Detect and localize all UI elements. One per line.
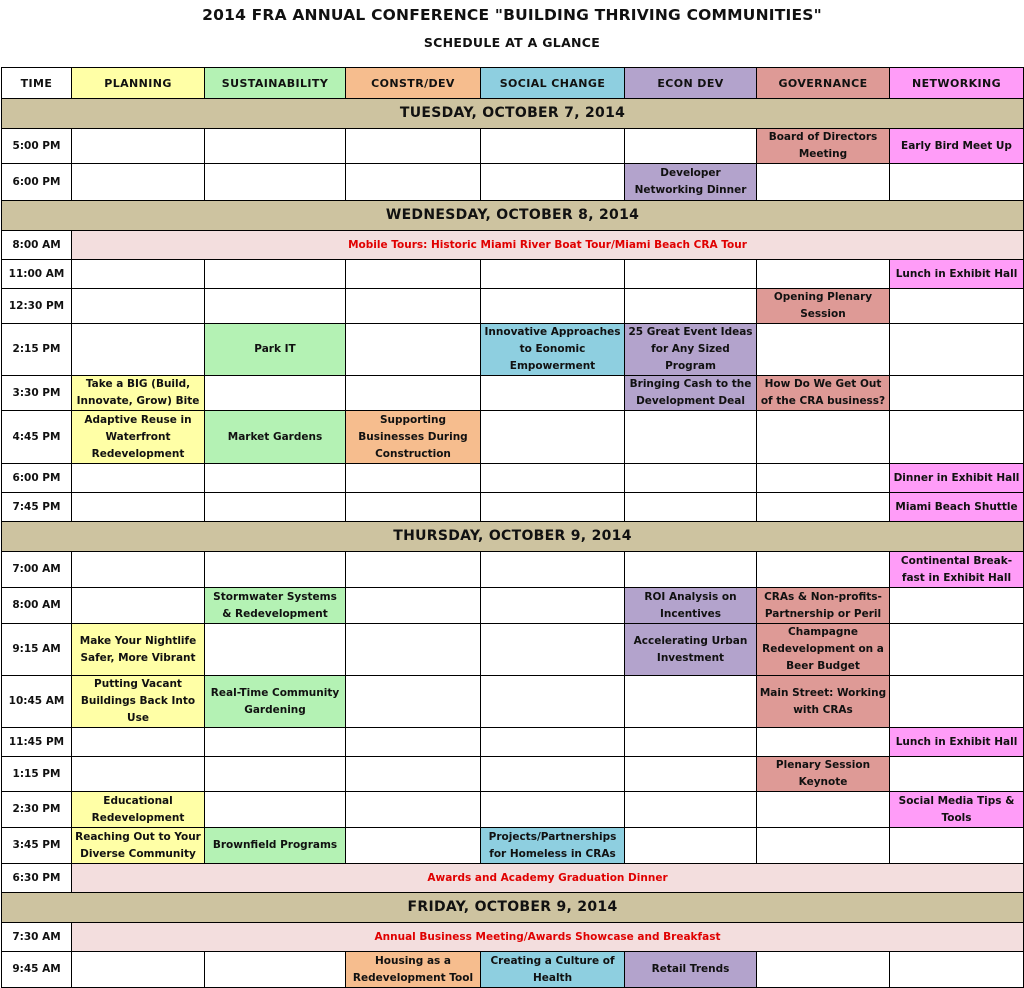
day-header-row (2, 201, 1024, 231)
header-networking: NETWORKING (890, 68, 1024, 99)
day-header-thursday: THURSDAY, OCTOBER 9, 2014 (2, 522, 1024, 552)
day-header-row (2, 893, 1024, 923)
empty-cell (757, 411, 890, 464)
time-cell: 7:30 AM (2, 923, 72, 952)
time-cell: 8:00 AM (2, 588, 72, 624)
session-cell: Bringing Cash to the Development Deal (625, 376, 757, 411)
header-planning: PLANNING (72, 68, 205, 99)
time-cell: 4:45 PM (2, 411, 72, 464)
session-cell: Accelerating Urban Investment (625, 624, 757, 676)
empty-cell (757, 493, 890, 522)
empty-cell (481, 164, 625, 201)
all-tracks-event: Mobile Tours: Historic Miami River Boat Tour/Miami Beach CRA Tour (72, 231, 1024, 260)
empty-cell (757, 828, 890, 864)
empty-cell (625, 728, 757, 757)
schedule-row (2, 676, 1024, 728)
time-cell: 6:30 PM (2, 864, 72, 893)
session-cell: Main Street: Working with CRAs (757, 676, 890, 728)
time-cell: 6:00 PM (2, 164, 72, 201)
empty-cell (890, 588, 1024, 624)
session-cell: Continental Break-fast in Exhibit Hall (890, 552, 1024, 588)
header-governance: GOVERNANCE (757, 68, 890, 99)
empty-cell (625, 552, 757, 588)
session-cell: Lunch in Exhibit Hall (890, 260, 1024, 289)
session-cell: Brownfield Programs (205, 828, 346, 864)
empty-cell (757, 952, 890, 988)
empty-cell (346, 588, 481, 624)
empty-cell (890, 757, 1024, 792)
empty-cell (72, 493, 205, 522)
empty-cell (72, 588, 205, 624)
empty-cell (72, 324, 205, 376)
empty-cell (205, 792, 346, 828)
session-cell: Opening Plenary Session (757, 289, 890, 324)
empty-cell (481, 552, 625, 588)
empty-cell (205, 260, 346, 289)
empty-cell (625, 464, 757, 493)
empty-cell (205, 952, 346, 988)
time-cell: 6:00 PM (2, 464, 72, 493)
schedule-row (2, 376, 1024, 411)
header-time: TIME (2, 68, 72, 99)
empty-cell (346, 129, 481, 164)
time-cell: 1:15 PM (2, 757, 72, 792)
session-cell: CRAs & Non-profits-Partnership or Peril (757, 588, 890, 624)
schedule-row (2, 757, 1024, 792)
empty-cell (890, 624, 1024, 676)
empty-cell (205, 757, 346, 792)
empty-cell (205, 552, 346, 588)
empty-cell (72, 552, 205, 588)
session-cell: Miami Beach Shuttle (890, 493, 1024, 522)
empty-cell (72, 757, 205, 792)
session-cell: How Do We Get Out of the CRA business? (757, 376, 890, 411)
empty-cell (481, 676, 625, 728)
empty-cell (625, 289, 757, 324)
empty-cell (757, 552, 890, 588)
empty-cell (205, 289, 346, 324)
empty-cell (625, 828, 757, 864)
time-cell: 5:00 PM (2, 129, 72, 164)
empty-cell (890, 676, 1024, 728)
empty-cell (481, 411, 625, 464)
empty-cell (481, 464, 625, 493)
session-cell: Innovative Approaches to Eonomic Empowerment (481, 324, 625, 376)
empty-cell (890, 952, 1024, 988)
empty-cell (757, 324, 890, 376)
schedule-row (2, 923, 1024, 952)
session-cell: Adaptive Reuse in Waterfront Redevelopment (72, 411, 205, 464)
session-cell: Make Your Nightlife Safer, More Vibrant (72, 624, 205, 676)
empty-cell (205, 464, 346, 493)
empty-cell (205, 728, 346, 757)
session-cell: Park IT (205, 324, 346, 376)
time-cell: 8:00 AM (2, 231, 72, 260)
time-cell: 9:45 AM (2, 952, 72, 988)
time-cell: 7:45 PM (2, 493, 72, 522)
day-header-friday: FRIDAY, OCTOBER 9, 2014 (2, 893, 1024, 923)
empty-cell (205, 493, 346, 522)
empty-cell (72, 260, 205, 289)
session-cell: Retail Trends (625, 952, 757, 988)
empty-cell (346, 464, 481, 493)
empty-cell (757, 464, 890, 493)
schedule-row (2, 624, 1024, 676)
session-cell: Take a BIG (Build, Innovate, Grow) Bite (72, 376, 205, 411)
empty-cell (481, 129, 625, 164)
empty-cell (346, 493, 481, 522)
empty-cell (205, 624, 346, 676)
empty-cell (72, 952, 205, 988)
schedule-row (2, 411, 1024, 464)
empty-cell (481, 289, 625, 324)
time-cell: 9:15 AM (2, 624, 72, 676)
session-cell: Housing as a Redevelopment Tool (346, 952, 481, 988)
header-econ-dev: ECON DEV (625, 68, 757, 99)
empty-cell (481, 376, 625, 411)
empty-cell (481, 792, 625, 828)
time-cell: 12:30 PM (2, 289, 72, 324)
session-cell: 25 Great Event Ideas for Any Sized Program (625, 324, 757, 376)
empty-cell (890, 828, 1024, 864)
page-subtitle: SCHEDULE AT A GLANCE (423, 35, 601, 50)
session-cell: Plenary Session Keynote (757, 757, 890, 792)
session-cell: Social Media Tips & Tools (890, 792, 1024, 828)
empty-cell (481, 493, 625, 522)
session-cell: Stormwater Systems & Redevelopment (205, 588, 346, 624)
empty-cell (481, 728, 625, 757)
schedule-row (2, 792, 1024, 828)
empty-cell (625, 260, 757, 289)
empty-cell (481, 588, 625, 624)
time-cell: 11:00 AM (2, 260, 72, 289)
empty-cell (346, 552, 481, 588)
session-cell: Dinner in Exhibit Hall (890, 464, 1024, 493)
empty-cell (72, 129, 205, 164)
empty-cell (346, 728, 481, 757)
schedule-row (2, 828, 1024, 864)
schedule-row (2, 231, 1024, 260)
empty-cell (205, 129, 346, 164)
session-cell: Creating a Culture of Health (481, 952, 625, 988)
empty-cell (346, 324, 481, 376)
session-cell: Educational Redevelopment (72, 792, 205, 828)
empty-cell (346, 828, 481, 864)
empty-cell (625, 757, 757, 792)
schedule-row (2, 289, 1024, 324)
empty-cell (72, 464, 205, 493)
schedule-row (2, 952, 1024, 988)
empty-cell (625, 411, 757, 464)
empty-cell (890, 324, 1024, 376)
empty-cell (346, 376, 481, 411)
empty-cell (72, 164, 205, 201)
schedule-row (2, 324, 1024, 376)
empty-cell (625, 792, 757, 828)
schedule-row (2, 164, 1024, 201)
empty-cell (481, 260, 625, 289)
empty-cell (72, 289, 205, 324)
empty-cell (346, 757, 481, 792)
session-cell: Putting Vacant Buildings Back Into Use (72, 676, 205, 728)
session-cell: Lunch in Exhibit Hall (890, 728, 1024, 757)
empty-cell (757, 260, 890, 289)
empty-cell (346, 289, 481, 324)
empty-cell (205, 164, 346, 201)
time-cell: 2:15 PM (2, 324, 72, 376)
session-cell: Supporting Businesses During Construction (346, 411, 481, 464)
empty-cell (346, 624, 481, 676)
empty-cell (346, 164, 481, 201)
day-header-tuesday: TUESDAY, OCTOBER 7, 2014 (2, 99, 1024, 129)
day-header-wednesday: WEDNESDAY, OCTOBER 8, 2014 (2, 201, 1024, 231)
all-tracks-event: Annual Business Meeting/Awards Showcase and Breakfast (72, 923, 1024, 952)
schedule-row (2, 260, 1024, 289)
session-cell: Champagne Redevelopment on a Beer Budget (757, 624, 890, 676)
all-tracks-event: Awards and Academy Graduation Dinner (72, 864, 1024, 893)
header-sustainability: SUSTAINABILITY (205, 68, 346, 99)
schedule-row (2, 728, 1024, 757)
empty-cell (346, 676, 481, 728)
session-cell: Projects/Partnerships for Homeless in CRAs (481, 828, 625, 864)
schedule-row (2, 464, 1024, 493)
schedule-row (2, 493, 1024, 522)
page-title: 2014 FRA ANNUAL CONFERENCE "BUILDING THRIVING COMMUNITIES" (202, 6, 822, 24)
schedule-table (1, 67, 1024, 988)
empty-cell (890, 411, 1024, 464)
empty-cell (625, 493, 757, 522)
empty-cell (481, 757, 625, 792)
session-cell: Developer Networking Dinner (625, 164, 757, 201)
time-cell: 2:30 PM (2, 792, 72, 828)
empty-cell (890, 289, 1024, 324)
time-cell: 7:00 AM (2, 552, 72, 588)
time-cell: 11:45 PM (2, 728, 72, 757)
schedule-row (2, 864, 1024, 893)
empty-cell (346, 792, 481, 828)
empty-cell (481, 624, 625, 676)
session-cell: ROI Analysis on Incentives (625, 588, 757, 624)
empty-cell (890, 376, 1024, 411)
time-cell: 3:45 PM (2, 828, 72, 864)
empty-cell (346, 260, 481, 289)
day-header-row (2, 99, 1024, 129)
time-cell: 3:30 PM (2, 376, 72, 411)
empty-cell (757, 728, 890, 757)
empty-cell (625, 676, 757, 728)
time-cell: 10:45 AM (2, 676, 72, 728)
empty-cell (625, 129, 757, 164)
empty-cell (757, 164, 890, 201)
session-cell: Reaching Out to Your Diverse Community (72, 828, 205, 864)
header-constr-dev: CONSTR/DEV (346, 68, 481, 99)
session-cell: Early Bird Meet Up (890, 129, 1024, 164)
empty-cell (72, 728, 205, 757)
header-row (2, 68, 1024, 99)
header-social-change: SOCIAL CHANGE (481, 68, 625, 99)
empty-cell (205, 376, 346, 411)
empty-cell (757, 792, 890, 828)
session-cell: Market Gardens (205, 411, 346, 464)
empty-cell (890, 164, 1024, 201)
session-cell: Board of Directors Meeting (757, 129, 890, 164)
schedule-row (2, 129, 1024, 164)
session-cell: Real-Time Community Gardening (205, 676, 346, 728)
day-header-row (2, 522, 1024, 552)
schedule-row (2, 552, 1024, 588)
schedule-row (2, 588, 1024, 624)
